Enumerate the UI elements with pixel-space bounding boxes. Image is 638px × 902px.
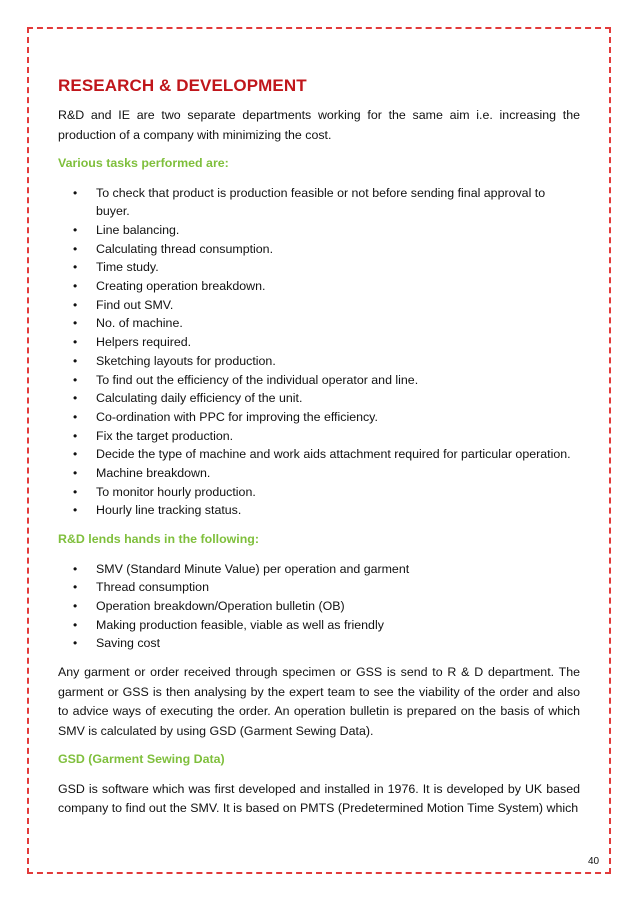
list-item: • Co-ordination with PPC for improving the efficiency. [58,408,580,427]
bullet-icon: • [73,353,78,368]
list-item: • Saving cost [58,634,580,653]
bullet-icon: • [73,391,78,406]
rd-process-paragraph: Any garment or order received through specimen or GSS is send to R & D department. The garment or GSS is then analysing by the expert team to see the viability of the order and also to advice ways of executing the order. An operation bulletin is prepared on the basis of which SMV is calculated by using GSD (Garment Sewing Data). [58,665,580,738]
list-item: • Calculating thread consumption. [58,240,580,259]
gsd-heading: GSD (Garment Sewing Data) [58,752,225,767]
bullet-icon: • [73,316,78,331]
tasks-list [58,184,580,521]
list-item: • Creating operation breakdown. [58,277,580,296]
list-item: • Making production feasible, viable as well as friendly [58,616,580,635]
bullet-icon: • [73,599,78,614]
page-number: 40 [588,856,600,867]
list-item: • To find out the efficiency of the individual operator and line. [58,371,580,390]
bullet-icon: • [73,561,78,576]
bullet-icon: • [73,409,78,424]
bullet-icon: • [73,580,78,595]
list-item: • To monitor hourly production. [58,483,580,502]
list-item: • Time study. [58,258,580,277]
bullet-icon: • [73,503,78,518]
list-item: • SMV (Standard Minute Value) per operation and garment [58,560,580,579]
list-item: • Sketching layouts for production. [58,352,580,371]
list-item: • Thread consumption [58,578,580,597]
document-body [58,76,580,819]
list-item: • Find out SMV. [58,296,580,315]
list-item: • Calculating daily efficiency of the unit. [58,389,580,408]
list-item: • Fix the target production. [58,427,580,446]
lends-heading: R&D lends hands in the following: [58,532,259,547]
bullet-icon: • [73,241,78,256]
bullet-icon: • [73,372,78,387]
list-item: • Helpers required. [58,333,580,352]
bullet-icon: • [73,260,78,275]
lends-list [58,560,580,654]
list-item: • Hourly line tracking status. [58,501,580,520]
bullet-icon: • [73,428,78,443]
bullet-icon: • [73,185,78,200]
intro-paragraph: R&D and IE are two separate departments working for the same aim i.e. increasing the production of a company with minimizing the cost. [58,108,580,142]
list-item: • No. of machine. [58,314,580,333]
bullet-icon: • [73,297,78,312]
bullet-icon: • [73,636,78,651]
list-item: • Machine breakdown. [58,464,580,483]
gsd-paragraph: GSD is software which was first developed and installed in 1976. It is developed by UK based company to find out the SMV. It is based on PMTS (Predetermined Motion Time System) which [58,781,580,816]
bullet-icon: • [73,447,78,462]
bullet-icon: • [73,335,78,350]
bullet-icon: • [73,617,78,632]
bullet-icon: • [73,222,78,237]
list-item: • To check that product is production feasible or not before sending final approval to buyer. [73,185,546,219]
tasks-heading: Various tasks performed are: [58,156,229,170]
bullet-icon: • [73,466,78,481]
bullet-icon: • [73,484,78,499]
page-title: RESEARCH & DEVELOPMENT [58,76,307,95]
bullet-icon: • [73,279,78,294]
list-item: • Operation breakdown/Operation bulletin (OB) [58,597,580,616]
list-item: • Line balancing. [58,221,580,240]
list-item: • Decide the type of machine and work aids attachment required for particular operation. [58,445,580,464]
